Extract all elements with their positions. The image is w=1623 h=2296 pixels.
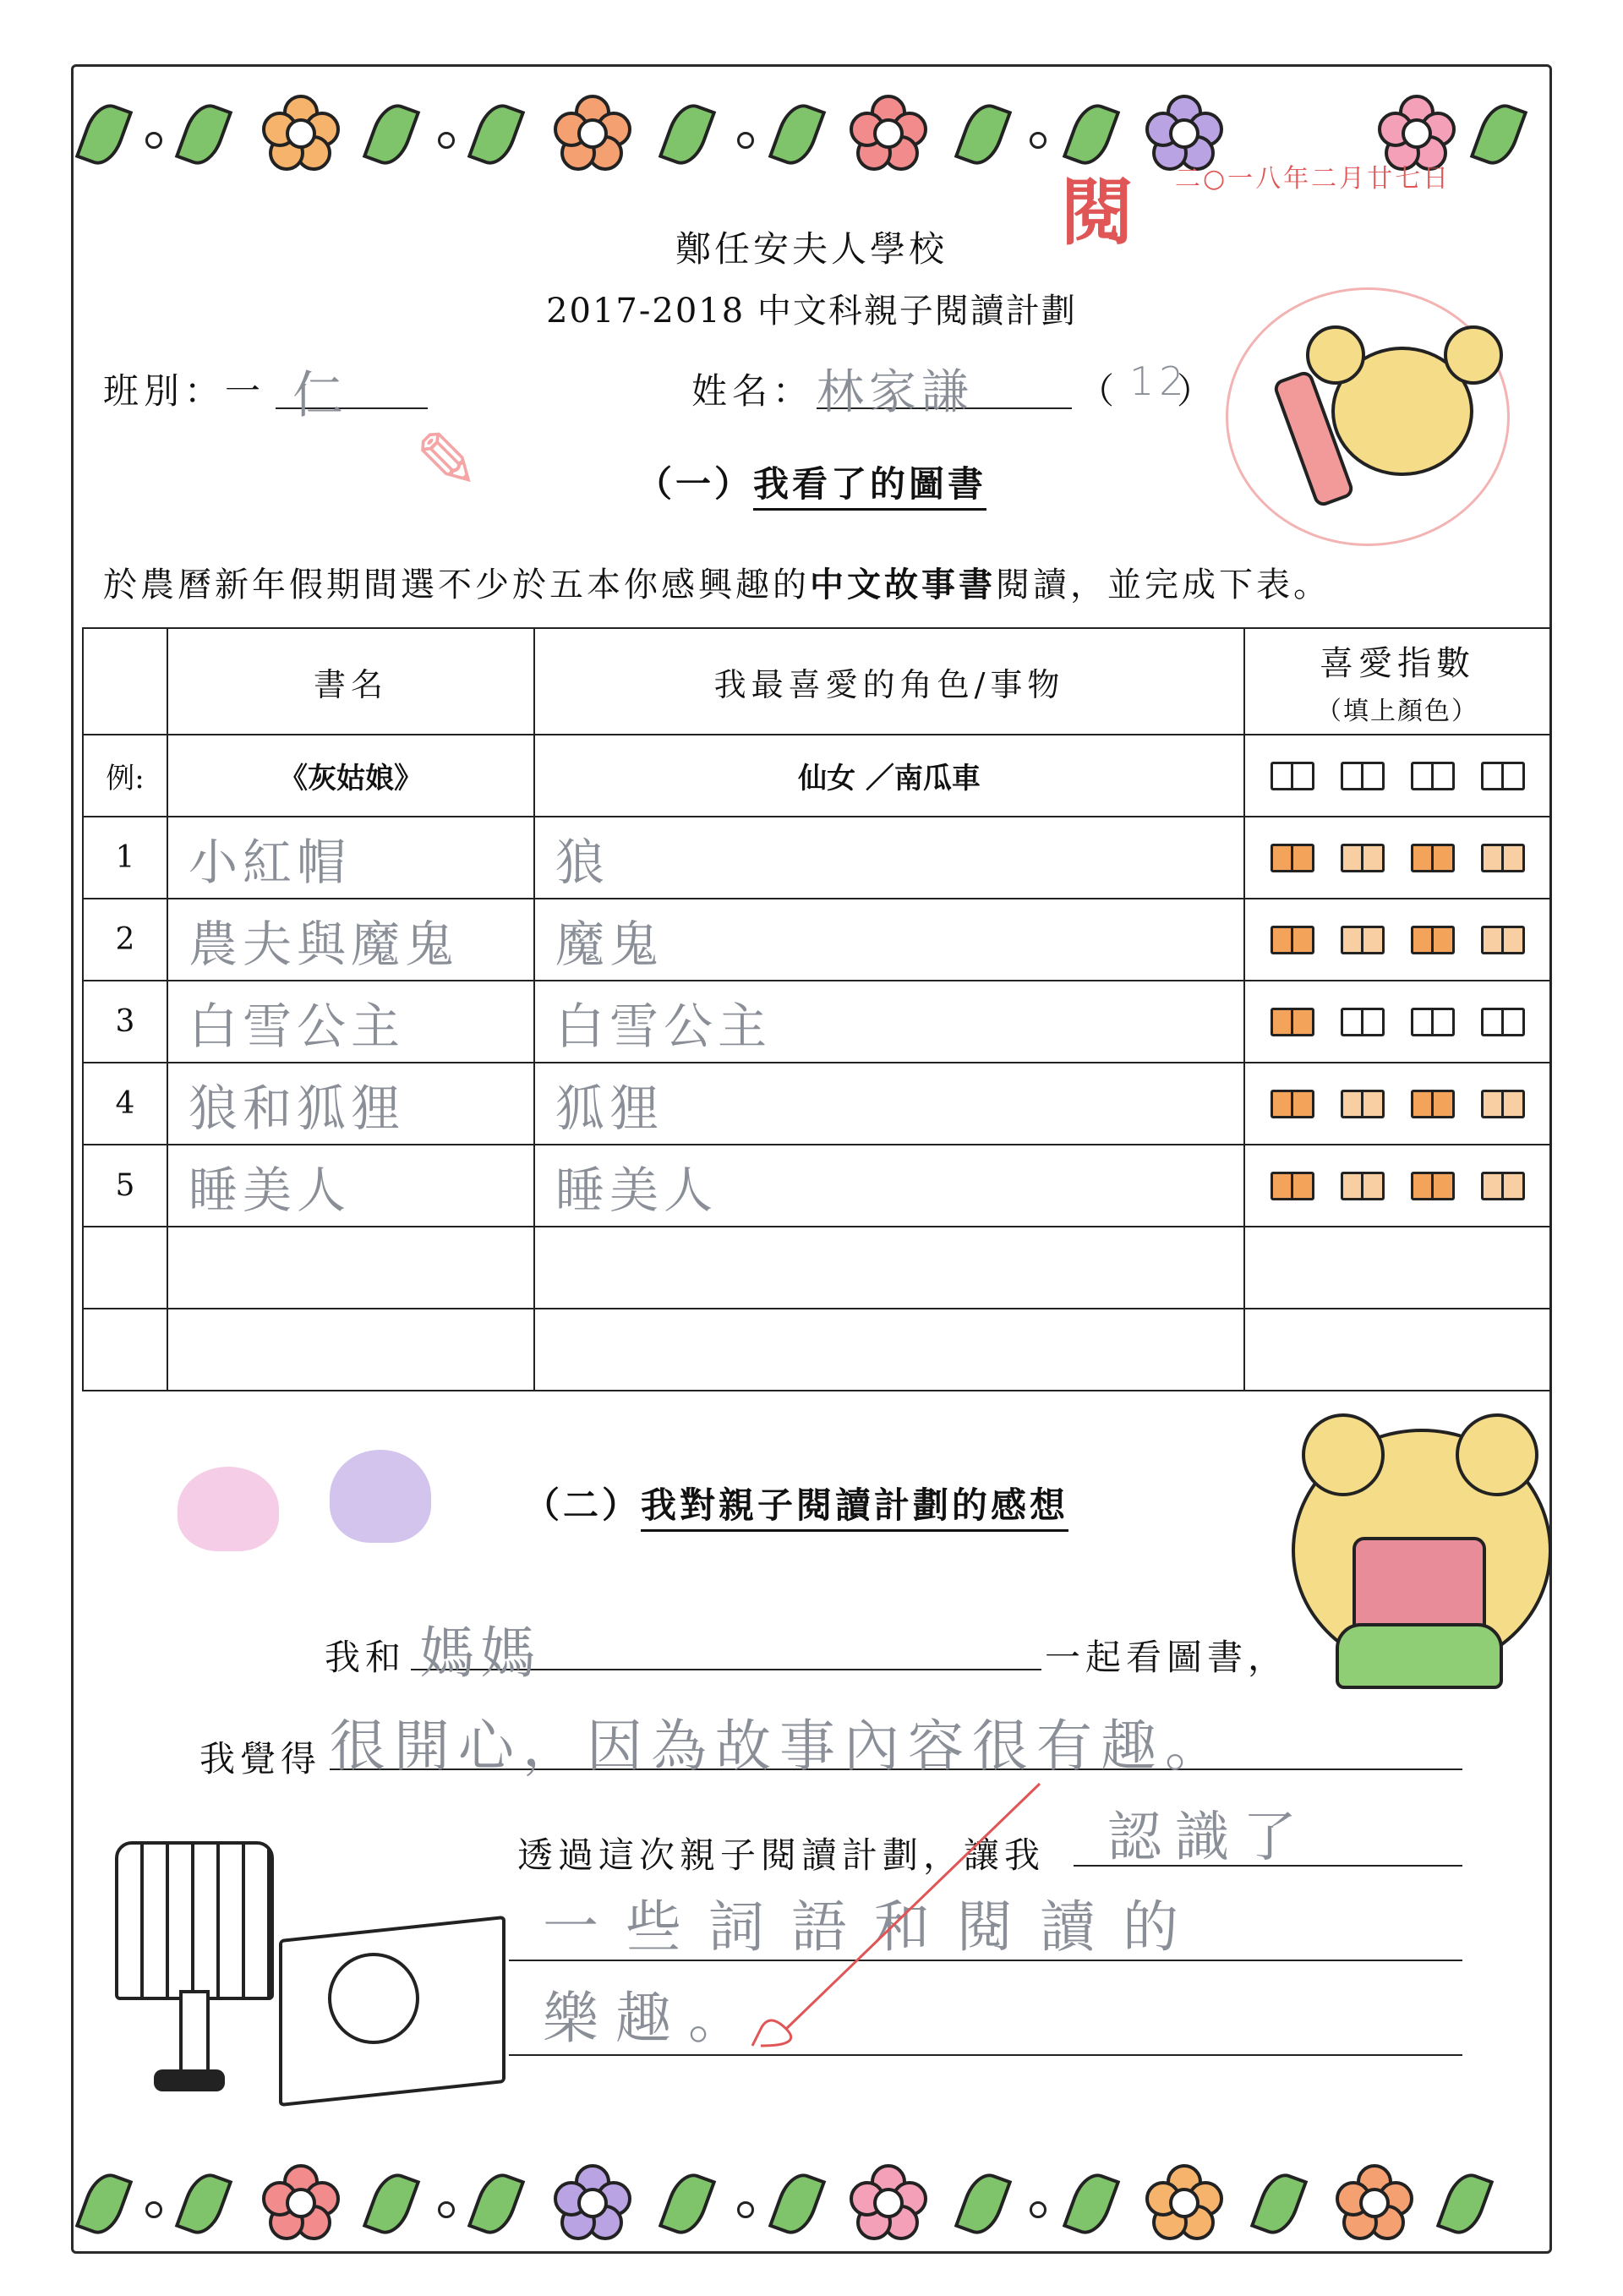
reflection-line3-value: 認識了 xyxy=(1107,1807,1310,1869)
favorite-cell[interactable] xyxy=(534,1227,1244,1309)
book-icon[interactable] xyxy=(1411,1090,1455,1118)
leaf-icon xyxy=(658,98,717,170)
name-field[interactable] xyxy=(817,355,1072,420)
book-row xyxy=(83,1145,1550,1227)
book-icon[interactable] xyxy=(1341,844,1385,872)
lamp-base xyxy=(154,2069,225,2091)
book-row xyxy=(83,899,1550,981)
dot-icon xyxy=(737,2201,754,2218)
book-title-cell[interactable] xyxy=(167,1309,534,1391)
row-index xyxy=(83,1309,167,1391)
book-icon[interactable] xyxy=(1481,844,1525,872)
example-rating xyxy=(1244,735,1550,817)
reflection-line3-field[interactable] xyxy=(1074,1794,1462,1867)
dot-icon xyxy=(145,2201,162,2218)
reflection-line1-value: 媽媽 xyxy=(419,1621,541,1686)
read-stamp: 閱 xyxy=(1061,170,1134,255)
flower-icon xyxy=(262,95,340,172)
dot-icon xyxy=(145,132,162,149)
rating-cell[interactable] xyxy=(1244,817,1550,899)
book-title: 農夫與魔鬼 xyxy=(189,915,460,973)
favorite-character: 狐狸 xyxy=(555,1079,664,1137)
flower-icon xyxy=(554,95,631,172)
leaf-icon xyxy=(175,98,233,170)
book-title-cell[interactable] xyxy=(167,1063,534,1145)
example-label: 例: xyxy=(83,735,167,817)
reflection-line1-field[interactable] xyxy=(411,1608,1041,1686)
dot-icon xyxy=(737,132,754,149)
mermaid-face xyxy=(328,1953,419,2044)
book-icon[interactable] xyxy=(1481,926,1525,954)
favorite-cell[interactable] xyxy=(534,817,1244,899)
leaf-icon xyxy=(954,98,1013,170)
number-open: （ xyxy=(1079,370,1120,412)
rating-cell[interactable] xyxy=(1244,1309,1550,1391)
section2-title: （二）我對親子閱讀計劃的感想 xyxy=(524,1478,1068,1528)
book-icon[interactable] xyxy=(1481,1008,1525,1036)
dot-icon xyxy=(438,2201,455,2218)
book-title: 睡美人 xyxy=(189,1161,352,1219)
book-row xyxy=(83,817,1550,899)
favorite-character: 狼 xyxy=(555,833,610,891)
book-title-cell[interactable] xyxy=(167,899,534,981)
book-icon[interactable] xyxy=(1341,1090,1385,1118)
program-title: 2017-2018 中文科親子閱讀計劃 xyxy=(546,292,1077,331)
stamp-date: 二○一八年二月廿七日 xyxy=(1175,164,1451,194)
number-value[interactable]: 12 xyxy=(1129,358,1189,404)
book-icon[interactable] xyxy=(1341,926,1385,954)
number-close: ） xyxy=(1177,370,1218,412)
name-value: 林家謙 xyxy=(817,365,974,420)
leaf-icon xyxy=(175,2168,233,2239)
reflection-line1-after: 一起看圖書， xyxy=(1045,1637,1289,1678)
dot-icon xyxy=(1030,2201,1046,2218)
class-field[interactable] xyxy=(276,355,428,425)
flower-icon xyxy=(1145,2164,1223,2242)
bottom-decorative-border xyxy=(85,2164,1538,2249)
book-icon xyxy=(1411,762,1455,790)
bear-ear xyxy=(1302,1413,1385,1496)
instruction-text: 於農曆新年假期間選不少於五本你感興趣的中文故事書閱讀，並完成下表。 xyxy=(103,565,1331,604)
book-row xyxy=(83,1309,1550,1391)
title-header: 書名 xyxy=(167,628,534,735)
rating-cell[interactable] xyxy=(1244,1145,1550,1227)
leaf-icon xyxy=(658,2168,717,2239)
leaf-icon xyxy=(954,2168,1013,2239)
books-table xyxy=(82,627,1551,1391)
leaf-icon xyxy=(467,2168,526,2239)
leaf-icon xyxy=(467,98,526,170)
bear-dress xyxy=(1336,1623,1503,1689)
book-icon[interactable] xyxy=(1271,1090,1314,1118)
flower-icon xyxy=(850,2164,927,2242)
book-icon[interactable] xyxy=(1481,1172,1525,1200)
reflection-line5-value: 樂趣。 xyxy=(543,1986,761,2051)
book-icon xyxy=(1481,762,1525,790)
bear-ear xyxy=(1456,1413,1538,1496)
book-icon[interactable] xyxy=(1271,1008,1314,1036)
rating-cell[interactable] xyxy=(1244,1063,1550,1145)
row-index: 4 xyxy=(83,1063,167,1145)
book-title: 狼和狐狸 xyxy=(189,1079,406,1137)
reflection-line2-before: 我覺得 xyxy=(199,1738,322,1779)
flower-icon xyxy=(1336,2164,1413,2242)
name-label: 姓名： xyxy=(691,370,814,412)
favorite-cell[interactable] xyxy=(534,1063,1244,1145)
book-title-cell[interactable] xyxy=(167,981,534,1063)
leaf-icon xyxy=(768,98,827,170)
book-row xyxy=(83,1063,1550,1145)
flower-icon xyxy=(554,2164,631,2242)
example-favorite: 仙女 ／南瓜車 xyxy=(534,735,1244,817)
example-row xyxy=(83,735,1550,817)
rating-header: 喜愛指數 （填上顏色） xyxy=(1244,628,1550,735)
teacher-signature: ✎ xyxy=(414,416,480,506)
book-icon[interactable] xyxy=(1411,926,1455,954)
row-index: 1 xyxy=(83,817,167,899)
balloon-hearts xyxy=(178,1450,355,1602)
leaf-icon xyxy=(363,98,421,170)
book-row xyxy=(83,1227,1550,1309)
leaf-icon xyxy=(363,2168,421,2239)
row-index: 5 xyxy=(83,1145,167,1227)
book-icon[interactable] xyxy=(1271,844,1314,872)
flower-icon xyxy=(262,2164,340,2242)
rating-cell[interactable] xyxy=(1244,899,1550,981)
bear-book-icon xyxy=(1352,1537,1486,1637)
row-index: 2 xyxy=(83,899,167,981)
section1-title: （一）我看了的圖書 xyxy=(0,456,1623,507)
book-row xyxy=(83,981,1550,1063)
dot-icon xyxy=(438,132,455,149)
favorite-header: 我最喜愛的角色/事物 xyxy=(534,628,1244,735)
book-title: 白雪公主 xyxy=(189,997,406,1055)
favorite-cell[interactable] xyxy=(534,981,1244,1063)
reflection-line1-before: 我和 xyxy=(325,1637,407,1678)
example-title: 《灰姑娘》 xyxy=(167,735,534,817)
book-icon xyxy=(1271,762,1314,790)
row-index xyxy=(83,1227,167,1309)
leaf-icon xyxy=(1470,98,1528,170)
book-title-cell[interactable] xyxy=(167,1145,534,1227)
teacher-check-mark xyxy=(735,1775,1057,2063)
favorite-character: 白雪公主 xyxy=(555,997,773,1055)
school-name: 鄭任安夫人學校 xyxy=(675,228,948,270)
mouse-ear xyxy=(1306,325,1365,385)
reflection-line2-value: 很開心，因為故事內容很有趣。 xyxy=(330,1714,1229,1779)
mouse-ear xyxy=(1444,325,1503,385)
dot-icon xyxy=(1030,132,1046,149)
row-index: 3 xyxy=(83,981,167,1063)
book-title-cell[interactable] xyxy=(167,817,534,899)
book-title-cell[interactable] xyxy=(167,1227,534,1309)
rating-cell[interactable] xyxy=(1244,1227,1550,1309)
leaf-icon xyxy=(1436,2168,1495,2239)
reflection-line2-field[interactable] xyxy=(330,1701,1462,1779)
favorite-character: 睡美人 xyxy=(555,1161,719,1219)
book-icon[interactable] xyxy=(1341,1008,1385,1036)
leaf-icon xyxy=(768,2168,827,2239)
book-icon[interactable] xyxy=(1411,1008,1455,1036)
flower-icon xyxy=(850,95,927,172)
favorite-cell[interactable] xyxy=(534,1145,1244,1227)
book-icon[interactable] xyxy=(1271,1172,1314,1200)
book-title: 小紅帽 xyxy=(189,833,352,891)
class-value: 仁 xyxy=(292,366,348,425)
book-icon[interactable] xyxy=(1411,844,1455,872)
book-icon[interactable] xyxy=(1411,1172,1455,1200)
rating-cell[interactable] xyxy=(1244,981,1550,1063)
book-icon[interactable] xyxy=(1271,926,1314,954)
favorite-character: 魔鬼 xyxy=(555,915,664,973)
index-header xyxy=(83,628,167,735)
book-icon[interactable] xyxy=(1481,1090,1525,1118)
book-icon xyxy=(1341,762,1385,790)
reflection-line4-value: 一些詞語和閱讀的 xyxy=(543,1894,1205,1960)
book-icon[interactable] xyxy=(1341,1172,1385,1200)
favorite-cell[interactable] xyxy=(534,1309,1244,1391)
class-label: 班別：一 xyxy=(103,370,266,412)
lamp-icon xyxy=(115,1841,274,2000)
favorite-cell[interactable] xyxy=(534,899,1244,981)
leaf-icon xyxy=(1063,2168,1121,2239)
leaf-icon xyxy=(1250,2168,1309,2239)
reflection-line3-before: 透過這次親子閱讀計劃，讓我 xyxy=(517,1834,1046,1876)
